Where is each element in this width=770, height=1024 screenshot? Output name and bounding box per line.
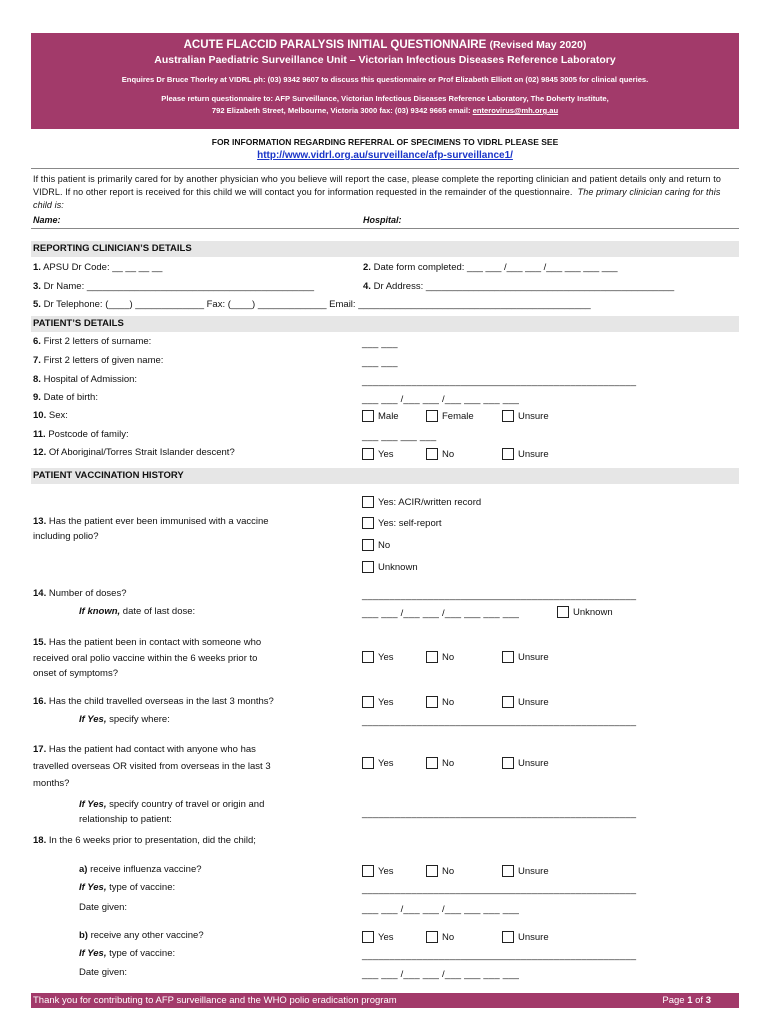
other-vaccine-type-field[interactable]: __________________________________________________ xyxy=(362,950,637,961)
last-dose-date-field[interactable]: ___ ___ /___ ___ /___ ___ ___ ___ xyxy=(362,608,520,619)
overseas-contact-question: 17. Has the patient had contact with anyone who has travelled overseas OR visited from overseas in the last 3 months? xyxy=(33,744,271,789)
checkbox[interactable] xyxy=(502,696,514,708)
dob-label: 9. Date of birth: xyxy=(33,392,98,403)
last-dose-unknown-option[interactable]: Unknown xyxy=(557,606,613,618)
last-dose-label: If known, date of last dose: xyxy=(79,606,196,617)
checkbox[interactable] xyxy=(362,561,374,573)
checkbox[interactable] xyxy=(362,496,374,508)
aboriginal-unsure-option[interactable]: Unsure xyxy=(502,448,549,460)
given-name-letters-label: 7. First 2 letters of given name: xyxy=(33,355,164,366)
dr-name-field[interactable]: 3. Dr Name: ___________________________________________ xyxy=(33,281,315,292)
influenza-type-field[interactable]: __________________________________________________ xyxy=(362,884,637,895)
travel-where-field[interactable]: __________________________________________________ xyxy=(362,716,637,727)
date-completed-field[interactable]: 2. Date form completed: ___ ___ /___ ___ /___ ___ ___ ___ xyxy=(363,262,618,273)
influenza-date-label: Date given: xyxy=(79,902,128,913)
other-vaccine-date-label: Date given: xyxy=(79,967,128,978)
checkbox[interactable] xyxy=(426,931,438,943)
other-vaccine-unsure-option[interactable]: Unsure xyxy=(502,931,549,943)
influenza-no-option[interactable]: No xyxy=(426,865,454,877)
opv-contact-yes-option[interactable]: Yes xyxy=(362,651,394,663)
checkbox[interactable] xyxy=(362,865,374,877)
dr-contact-field[interactable]: 5. Dr Telephone: (____) _____________ Fax: (____) _____________ Email: ____________________________________________ xyxy=(33,299,591,310)
postcode-field[interactable]: ___ ___ ___ ___ xyxy=(362,431,437,442)
referral-link[interactable]: http://www.vidrl.org.au/surveillance/afp-surveillance1/ xyxy=(257,150,513,161)
given-name-letters-field[interactable]: ___ ___ xyxy=(362,357,398,368)
section-vaccination-history: PATIENT VACCINATION HISTORY xyxy=(31,468,739,484)
dr-address-field[interactable]: 4. Dr Address: _______________________________________________ xyxy=(363,281,675,292)
checkbox[interactable] xyxy=(502,931,514,943)
checkbox[interactable] xyxy=(426,448,438,460)
name-label: Name: xyxy=(33,215,61,225)
sex-unsure-option[interactable]: Unsure xyxy=(502,410,549,422)
page-indicator: Page 1 of 3 xyxy=(662,995,711,1006)
aboriginal-label: 12. Of Aboriginal/Torres Strait Islander descent? xyxy=(33,447,235,458)
influenza-unsure-option[interactable]: Unsure xyxy=(502,865,549,877)
checkbox[interactable] xyxy=(426,696,438,708)
checkbox[interactable] xyxy=(426,865,438,877)
checkbox[interactable] xyxy=(502,448,514,460)
overseas-country-label: If Yes, specify country of travel or origin and relationship to patient: xyxy=(79,799,265,825)
form-header xyxy=(31,33,739,129)
divider xyxy=(31,168,739,169)
surname-letters-label: 6. First 2 letters of surname: xyxy=(33,336,152,347)
overseas-contact-yes-option[interactable]: Yes xyxy=(362,757,394,769)
apsu-code-field[interactable]: 1. APSU Dr Code: __ __ __ __ xyxy=(33,262,163,273)
other-vaccine-type-label: If Yes, type of vaccine: xyxy=(79,948,176,959)
other-vaccine-date-field[interactable]: ___ ___ /___ ___ /___ ___ ___ ___ xyxy=(362,969,520,980)
other-vaccine-question: b) receive any other vaccine? xyxy=(79,930,204,941)
immunised-unknown-option[interactable]: Unknown xyxy=(362,561,418,573)
dob-field[interactable]: ___ ___ /___ ___ /___ ___ ___ ___ xyxy=(362,394,520,405)
unit-name: Australian Paediatric Surveillance Unit – Victorian Infectious Diseases Reference Laboratory xyxy=(154,54,616,66)
other-vaccine-no-option[interactable]: No xyxy=(426,931,454,943)
surname-letters-field[interactable]: ___ ___ xyxy=(362,338,398,349)
section-reporting-clinician: REPORTING CLINICIAN’S DETAILS xyxy=(31,241,739,257)
influenza-yes-option[interactable]: Yes xyxy=(362,865,394,877)
divider xyxy=(31,228,739,229)
hospital-label: Hospital: xyxy=(363,215,402,225)
other-vaccine-yes-option[interactable]: Yes xyxy=(362,931,394,943)
intro-text: If this patient is primarily cared for by another physician who you believe will report the case, please complete the reporting clinician and patient details only and return to VIDRL. If no other report is received for this child we will contact you for information requested in the remainder of the questionnaire. The primary clinician caring for this child is: xyxy=(33,174,721,210)
travel-question: 16. Has the child travelled overseas in the last 3 months? xyxy=(33,696,274,707)
travel-where-label: If Yes, specify where: xyxy=(79,714,170,725)
revision-date: (Revised May 2020) xyxy=(489,39,587,51)
opv-contact-question: 15. Has the patient been in contact with someone who received oral polio vaccine within the 6 weeks prior to onset of symptoms? xyxy=(33,637,262,679)
email-link[interactable]: enterovirus@mh.org.au xyxy=(472,106,559,115)
aboriginal-yes-option[interactable]: Yes xyxy=(362,448,394,460)
prior-6-weeks-question: 18. In the 6 weeks prior to presentation, did the child; xyxy=(33,835,256,846)
checkbox[interactable] xyxy=(502,410,514,422)
page-footer xyxy=(31,993,739,1008)
referral-text: FOR INFORMATION REGARDING REFERRAL OF SPECIMENS TO VIDRL PLEASE SEE xyxy=(211,137,559,147)
sex-label: 10. Sex: xyxy=(33,410,68,421)
immunised-acir-option[interactable]: Yes: ACIR/written record xyxy=(362,496,481,508)
checkbox[interactable] xyxy=(502,757,514,769)
opv-contact-unsure-option[interactable]: Unsure xyxy=(502,651,549,663)
enquiries-text: Enquires Dr Bruce Thorley at VIDRL ph: (03) 9342 9607 to discuss this questionnaire or Prof Elizabeth Elliott on (02) 9845 3005 for clinical queries. xyxy=(121,75,649,84)
hospital-admission-label: 8. Hospital of Admission: xyxy=(33,374,138,385)
checkbox[interactable] xyxy=(502,865,514,877)
aboriginal-no-option[interactable]: No xyxy=(426,448,454,460)
checkbox[interactable] xyxy=(362,539,374,551)
overseas-contact-unsure-option[interactable]: Unsure xyxy=(502,757,549,769)
form-title: ACUTE FLACCID PARALYSIS INITIAL QUESTIONNAIRE (Revised May 2020) xyxy=(183,39,587,51)
sex-female-option[interactable]: Female xyxy=(426,410,474,422)
checkbox[interactable] xyxy=(362,410,374,422)
travel-yes-option[interactable]: Yes xyxy=(362,696,394,708)
influenza-type-label: If Yes, type of vaccine: xyxy=(79,882,176,893)
checkbox[interactable] xyxy=(426,410,438,422)
doses-field[interactable]: __________________________________________________ xyxy=(362,590,637,601)
travel-unsure-option[interactable]: Unsure xyxy=(502,696,549,708)
immunised-self-report-option[interactable]: Yes: self-report xyxy=(362,517,442,529)
checkbox[interactable] xyxy=(362,448,374,460)
checkbox[interactable] xyxy=(362,757,374,769)
immunised-question: 13. Has the patient ever been immunised with a vaccine including polio? xyxy=(33,516,269,542)
opv-contact-no-option[interactable]: No xyxy=(426,651,454,663)
return-address: Please return questionnaire to: AFP Surveillance, Victorian Infectious Diseases Reference Laboratory, The Doherty Institute, 792 Elizabeth Street, Melbourne, Victoria 3000 fax: (03) 9342 9665 email: enterovirus@mh.org.au xyxy=(161,94,609,115)
overseas-country-field[interactable]: __________________________________________________ xyxy=(362,808,637,819)
checkbox[interactable] xyxy=(426,757,438,769)
overseas-contact-no-option[interactable]: No xyxy=(426,757,454,769)
influenza-date-field[interactable]: ___ ___ /___ ___ /___ ___ ___ ___ xyxy=(362,904,520,915)
hospital-admission-field[interactable]: __________________________________________________ xyxy=(362,376,637,387)
immunised-no-option[interactable]: No xyxy=(362,539,390,551)
section-patient-details: PATIENT’S DETAILS xyxy=(31,316,739,332)
postcode-label: 11. Postcode of family: xyxy=(33,429,129,440)
checkbox[interactable] xyxy=(362,696,374,708)
travel-no-option[interactable]: No xyxy=(426,696,454,708)
checkbox[interactable] xyxy=(426,651,438,663)
checkbox[interactable] xyxy=(362,517,374,529)
checkbox[interactable] xyxy=(362,931,374,943)
influenza-vaccine-question: a) receive influenza vaccine? xyxy=(79,864,202,875)
checkbox[interactable] xyxy=(557,606,569,618)
checkbox[interactable] xyxy=(362,651,374,663)
footer-thanks: Thank you for contributing to AFP surveillance and the WHO polio eradication program xyxy=(33,995,397,1006)
doses-label: 14. Number of doses? xyxy=(33,588,127,599)
sex-male-option[interactable]: Male xyxy=(362,410,399,422)
checkbox[interactable] xyxy=(502,651,514,663)
